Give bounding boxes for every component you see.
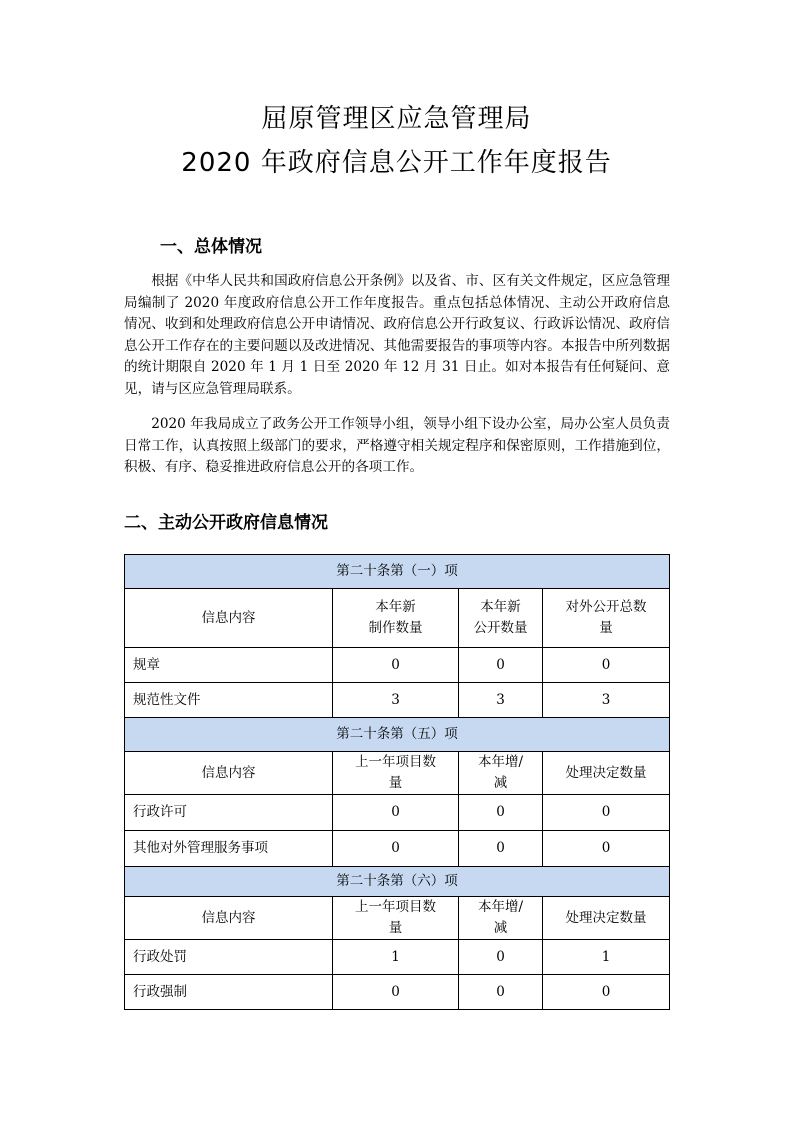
section-title: 第二十条第（六）项 [125,867,670,897]
cell-value: 3 [333,683,459,718]
table-header-row [125,589,670,648]
section-title: 第二十条第（五）项 [125,718,670,752]
section2-heading: 二、主动公开政府信息情况 [124,513,328,533]
row-label: 行政强制 [125,975,333,1010]
cell-value: 0 [333,795,459,831]
section-title: 第二十条第（一）项 [125,555,670,589]
column-header: 本年增/ 减 [459,752,543,795]
table-header-row [125,897,670,940]
cell-value: 1 [333,940,459,975]
table-row [125,795,670,831]
column-header: 上一年项目数 量 [333,752,459,795]
column-header: 上一年项目数 量 [333,897,459,940]
table-section-header [125,867,670,897]
section1-paragraph2: 2020 年我局成立了政务公开工作领导小组，领导小组下设办公室，局办公室人员负责日常工作，认真按照上级部门的要求，严格遵守相关规定程序和保密原则，工作措施到位，积极、有序、稳妥推进政府信息公开的各项工作。 [124,416,670,476]
column-header: 信息内容 [125,752,333,795]
disclosure-table [124,554,670,1010]
cell-value: 0 [543,648,670,683]
section1-heading: 一、总体情况 [160,237,262,257]
cell-value: 1 [543,940,670,975]
cell-value: 0 [333,975,459,1010]
cell-value: 0 [459,831,543,867]
cell-value: 0 [459,940,543,975]
row-label: 其他对外管理服务事项 [125,831,333,867]
cell-value: 0 [543,975,670,1010]
cell-value: 3 [459,683,543,718]
cell-value: 0 [543,795,670,831]
cell-value: 0 [459,648,543,683]
table-row [125,648,670,683]
table-header-row [125,752,670,795]
column-header: 处理决定数量 [543,752,670,795]
table-section-header [125,718,670,752]
section1-paragraph1: 根据《中华人民共和国政府信息公开条例》以及省、市、区有关文件规定，区应急管理局编制了 2020 年度政府信息公开工作年度报告。重点包括总体情况、主动公开政府信息情况、收到和处理政府信息公开申请情况、政府信息公开行政复议、行政诉讼情况、政府信息公开工作存在的主要问题以及改进情况、其他需要报告的事项等内容。本报告中所列数据的统计期限自 2020 年 1 月 1 日至 2020 年 12 月 31 日止。如对本报告有任何疑问、意见，请与区应急管理局联系。 [124,273,670,397]
row-label: 规章 [125,648,333,683]
cell-value: 0 [459,795,543,831]
row-label: 规范性文件 [125,683,333,718]
column-header: 本年新 公开数量 [459,589,543,648]
table-row [125,683,670,718]
column-header: 信息内容 [125,897,333,940]
table-row [125,975,670,1010]
report-title-line2: 2020 年政府信息公开工作年度报告 [181,148,612,178]
column-header: 本年新 制作数量 [333,589,459,648]
cell-value: 0 [333,831,459,867]
row-label: 行政处罚 [125,940,333,975]
column-header: 处理决定数量 [543,897,670,940]
column-header: 对外公开总数 量 [543,589,670,648]
cell-value: 0 [333,648,459,683]
column-header: 本年增/ 减 [459,897,543,940]
report-title-line1: 屈原管理区应急管理局 [261,104,532,134]
cell-value: 0 [543,831,670,867]
table-row [125,831,670,867]
table-row [125,940,670,975]
column-header: 信息内容 [125,589,333,648]
cell-value: 0 [459,975,543,1010]
row-label: 行政许可 [125,795,333,831]
cell-value: 3 [543,683,670,718]
table-section-header [125,555,670,589]
